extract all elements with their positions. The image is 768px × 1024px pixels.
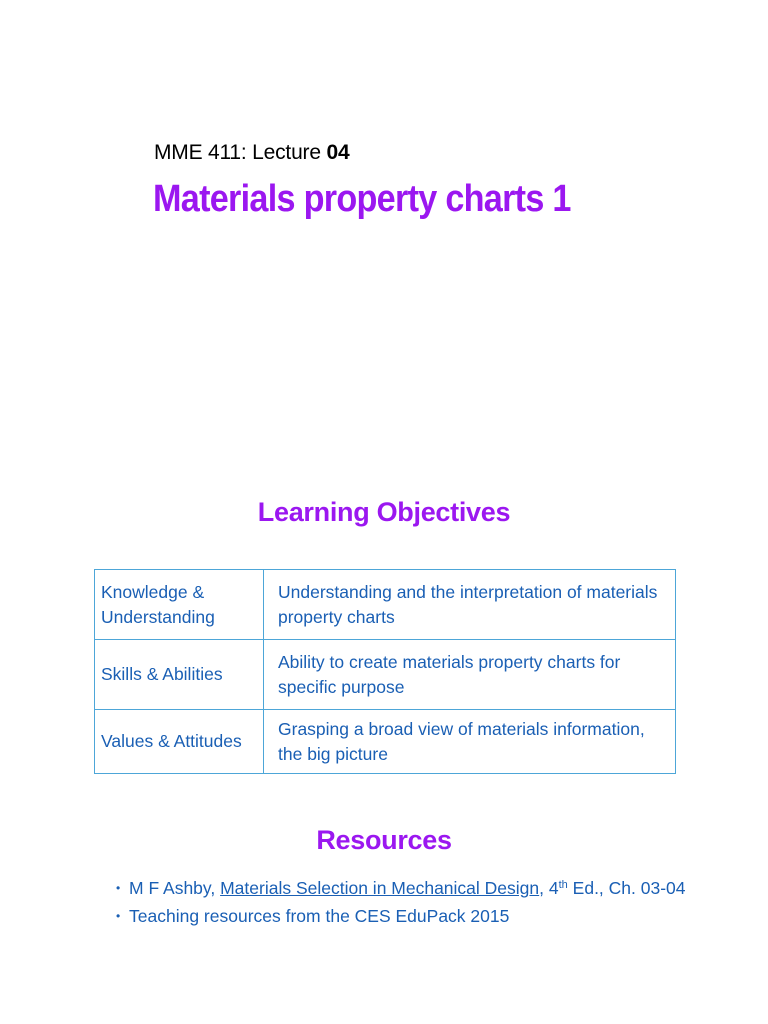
- list-item: [116, 874, 686, 902]
- bullet-icon: •: [116, 881, 121, 895]
- course-prefix: MME 411: Lecture: [154, 141, 327, 164]
- resources-list: [116, 874, 686, 930]
- table-row: [95, 570, 676, 640]
- objectives-table: [94, 569, 676, 774]
- objective-category: Values & Attitudes: [95, 710, 264, 774]
- objective-category: Knowledge & Understanding: [95, 570, 264, 640]
- list-item: [116, 902, 686, 930]
- lecture-number: 04: [326, 141, 350, 164]
- bullet-icon: •: [116, 909, 121, 923]
- objective-description: Understanding and the interpretation of materials property charts: [264, 570, 676, 640]
- edition-suffix: Ed., Ch. 03-04: [567, 878, 686, 898]
- book-title-link[interactable]: Materials Selection in Mechanical Design: [220, 878, 540, 898]
- objective-description: Ability to create materials property charts for specific purpose: [264, 640, 676, 710]
- resources-heading: Resources: [316, 825, 452, 855]
- edition-prefix: , 4: [539, 878, 559, 898]
- objective-category: Skills & Abilities: [95, 640, 264, 710]
- objectives-heading: Learning Objectives: [257, 497, 511, 527]
- table-row: [95, 710, 676, 774]
- objective-description: Grasping a broad view of materials information, the big picture: [264, 710, 676, 774]
- page-title: Materials property charts 1: [153, 178, 571, 220]
- edition-superscript: th: [558, 879, 568, 891]
- resource-author: M F Ashby,: [129, 878, 221, 898]
- course-line: [154, 141, 349, 165]
- resource-text: Teaching resources from the CES EduPack 2015: [129, 906, 510, 926]
- table-row: [95, 640, 676, 710]
